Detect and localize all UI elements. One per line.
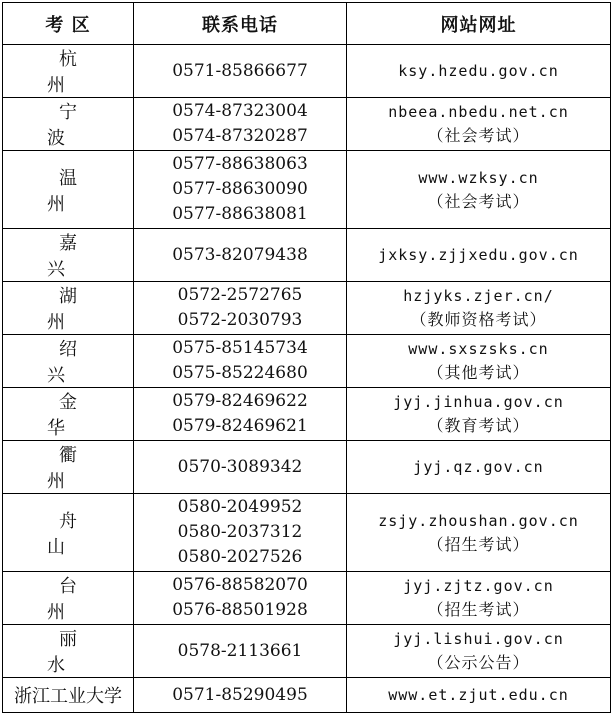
phone-number: 0577-88638081	[172, 204, 308, 224]
phone-cell	[134, 45, 347, 98]
header-website: 网站网址	[347, 3, 611, 45]
region-cell: 衢 州	[3, 441, 134, 494]
website-cell	[347, 151, 611, 229]
phone-number: 0570-3089342	[177, 456, 303, 477]
website-cell	[347, 441, 611, 494]
phone-cell	[134, 441, 347, 494]
phone-number: 0571-85290495	[172, 684, 308, 705]
table-row	[3, 678, 611, 713]
phone-cell	[134, 494, 347, 572]
contact-table	[2, 2, 611, 713]
table-body	[3, 45, 611, 713]
region-cell: 绍 兴	[3, 335, 134, 388]
phone-number: 0577-88630090	[172, 179, 308, 199]
website-cell	[347, 572, 611, 625]
website-url: www.et.zjut.edu.cn	[388, 686, 569, 704]
website-url: zsjy.zhoushan.gov.cn	[378, 511, 579, 530]
website-note: （其他考试）	[427, 363, 530, 382]
website-note: （社会考试）	[427, 126, 530, 145]
website-url: jyj.lishui.gov.cn	[393, 630, 564, 648]
website-cell	[347, 625, 611, 678]
region-cell: 丽 水	[3, 625, 134, 678]
phone-number: 0572-2572765	[177, 285, 303, 305]
phone-number: 0580-2049952	[177, 497, 303, 517]
table-row	[3, 625, 611, 678]
phone-number: 0579-82469622	[172, 391, 308, 411]
website-note: （招生考试）	[427, 600, 530, 619]
table-row	[3, 441, 611, 494]
phone-number: 0580-2027526	[177, 547, 303, 567]
phone-cell	[134, 678, 347, 713]
phone-cell	[134, 229, 347, 282]
phone-number: 0576-88501928	[172, 600, 308, 620]
website-cell	[347, 282, 611, 335]
table-row	[3, 388, 611, 441]
region-cell: 嘉 兴	[3, 229, 134, 282]
website-cell	[347, 98, 611, 151]
header-row	[3, 3, 611, 45]
phone-number: 0579-82469621	[172, 416, 308, 436]
website-url: jyj.qz.gov.cn	[413, 458, 544, 476]
table-row	[3, 229, 611, 282]
website-url: nbeea.nbedu.net.cn	[388, 103, 569, 121]
website-cell	[347, 335, 611, 388]
region-cell: 台 州	[3, 572, 134, 625]
website-note: （教育考试）	[427, 416, 530, 435]
website-url: hzjyks.zjer.cn/	[403, 287, 554, 305]
header-phone: 联系电话	[134, 3, 347, 45]
table-row	[3, 572, 611, 625]
website-note: （教师资格考试）	[410, 310, 547, 329]
website-cell	[347, 388, 611, 441]
phone-cell	[134, 335, 347, 388]
website-url: www.wzksy.cn	[418, 168, 539, 187]
website-cell	[347, 678, 611, 713]
phone-cell	[134, 388, 347, 441]
phone-number: 0576-88582070	[172, 575, 308, 595]
table-row	[3, 335, 611, 388]
region-cell: 舟 山	[3, 494, 134, 572]
region-cell: 温 州	[3, 151, 134, 229]
table-row	[3, 494, 611, 572]
phone-number: 0578-2113661	[177, 640, 303, 661]
phone-number: 0577-88638063	[172, 154, 308, 174]
phone-cell	[134, 625, 347, 678]
phone-number: 0574-87323004	[172, 101, 308, 121]
phone-cell	[134, 98, 347, 151]
website-url: jxksy.zjjxedu.gov.cn	[378, 246, 579, 264]
table-row	[3, 151, 611, 229]
phone-number: 0573-82079438	[172, 244, 308, 265]
region-cell: 湖 州	[3, 282, 134, 335]
table-row	[3, 45, 611, 98]
table-row	[3, 98, 611, 151]
region-cell: 杭 州	[3, 45, 134, 98]
website-cell	[347, 45, 611, 98]
phone-number: 0572-2030793	[177, 310, 303, 330]
website-note: （公示公告）	[427, 653, 530, 672]
website-cell	[347, 229, 611, 282]
phone-number: 0575-85145734	[172, 338, 308, 358]
website-url: jyj.jinhua.gov.cn	[393, 393, 564, 411]
website-url: jyj.zjtz.gov.cn	[403, 577, 554, 595]
region-cell: 浙江工业大学	[3, 678, 134, 713]
phone-cell	[134, 151, 347, 229]
table-row	[3, 282, 611, 335]
website-url: www.sxszsks.cn	[408, 340, 549, 358]
phone-number: 0574-87320287	[172, 126, 308, 146]
phone-number: 0575-85224680	[172, 363, 308, 383]
website-note: （社会考试）	[427, 191, 530, 211]
region-cell: 金 华	[3, 388, 134, 441]
phone-number: 0571-85866677	[172, 60, 308, 81]
website-note: （招生考试）	[427, 534, 530, 554]
phone-cell	[134, 282, 347, 335]
header-region: 考 区	[3, 3, 134, 45]
website-cell	[347, 494, 611, 572]
region-cell: 宁 波	[3, 98, 134, 151]
phone-number: 0580-2037312	[177, 522, 303, 542]
phone-cell	[134, 572, 347, 625]
website-url: ksy.hzedu.gov.cn	[398, 62, 559, 80]
